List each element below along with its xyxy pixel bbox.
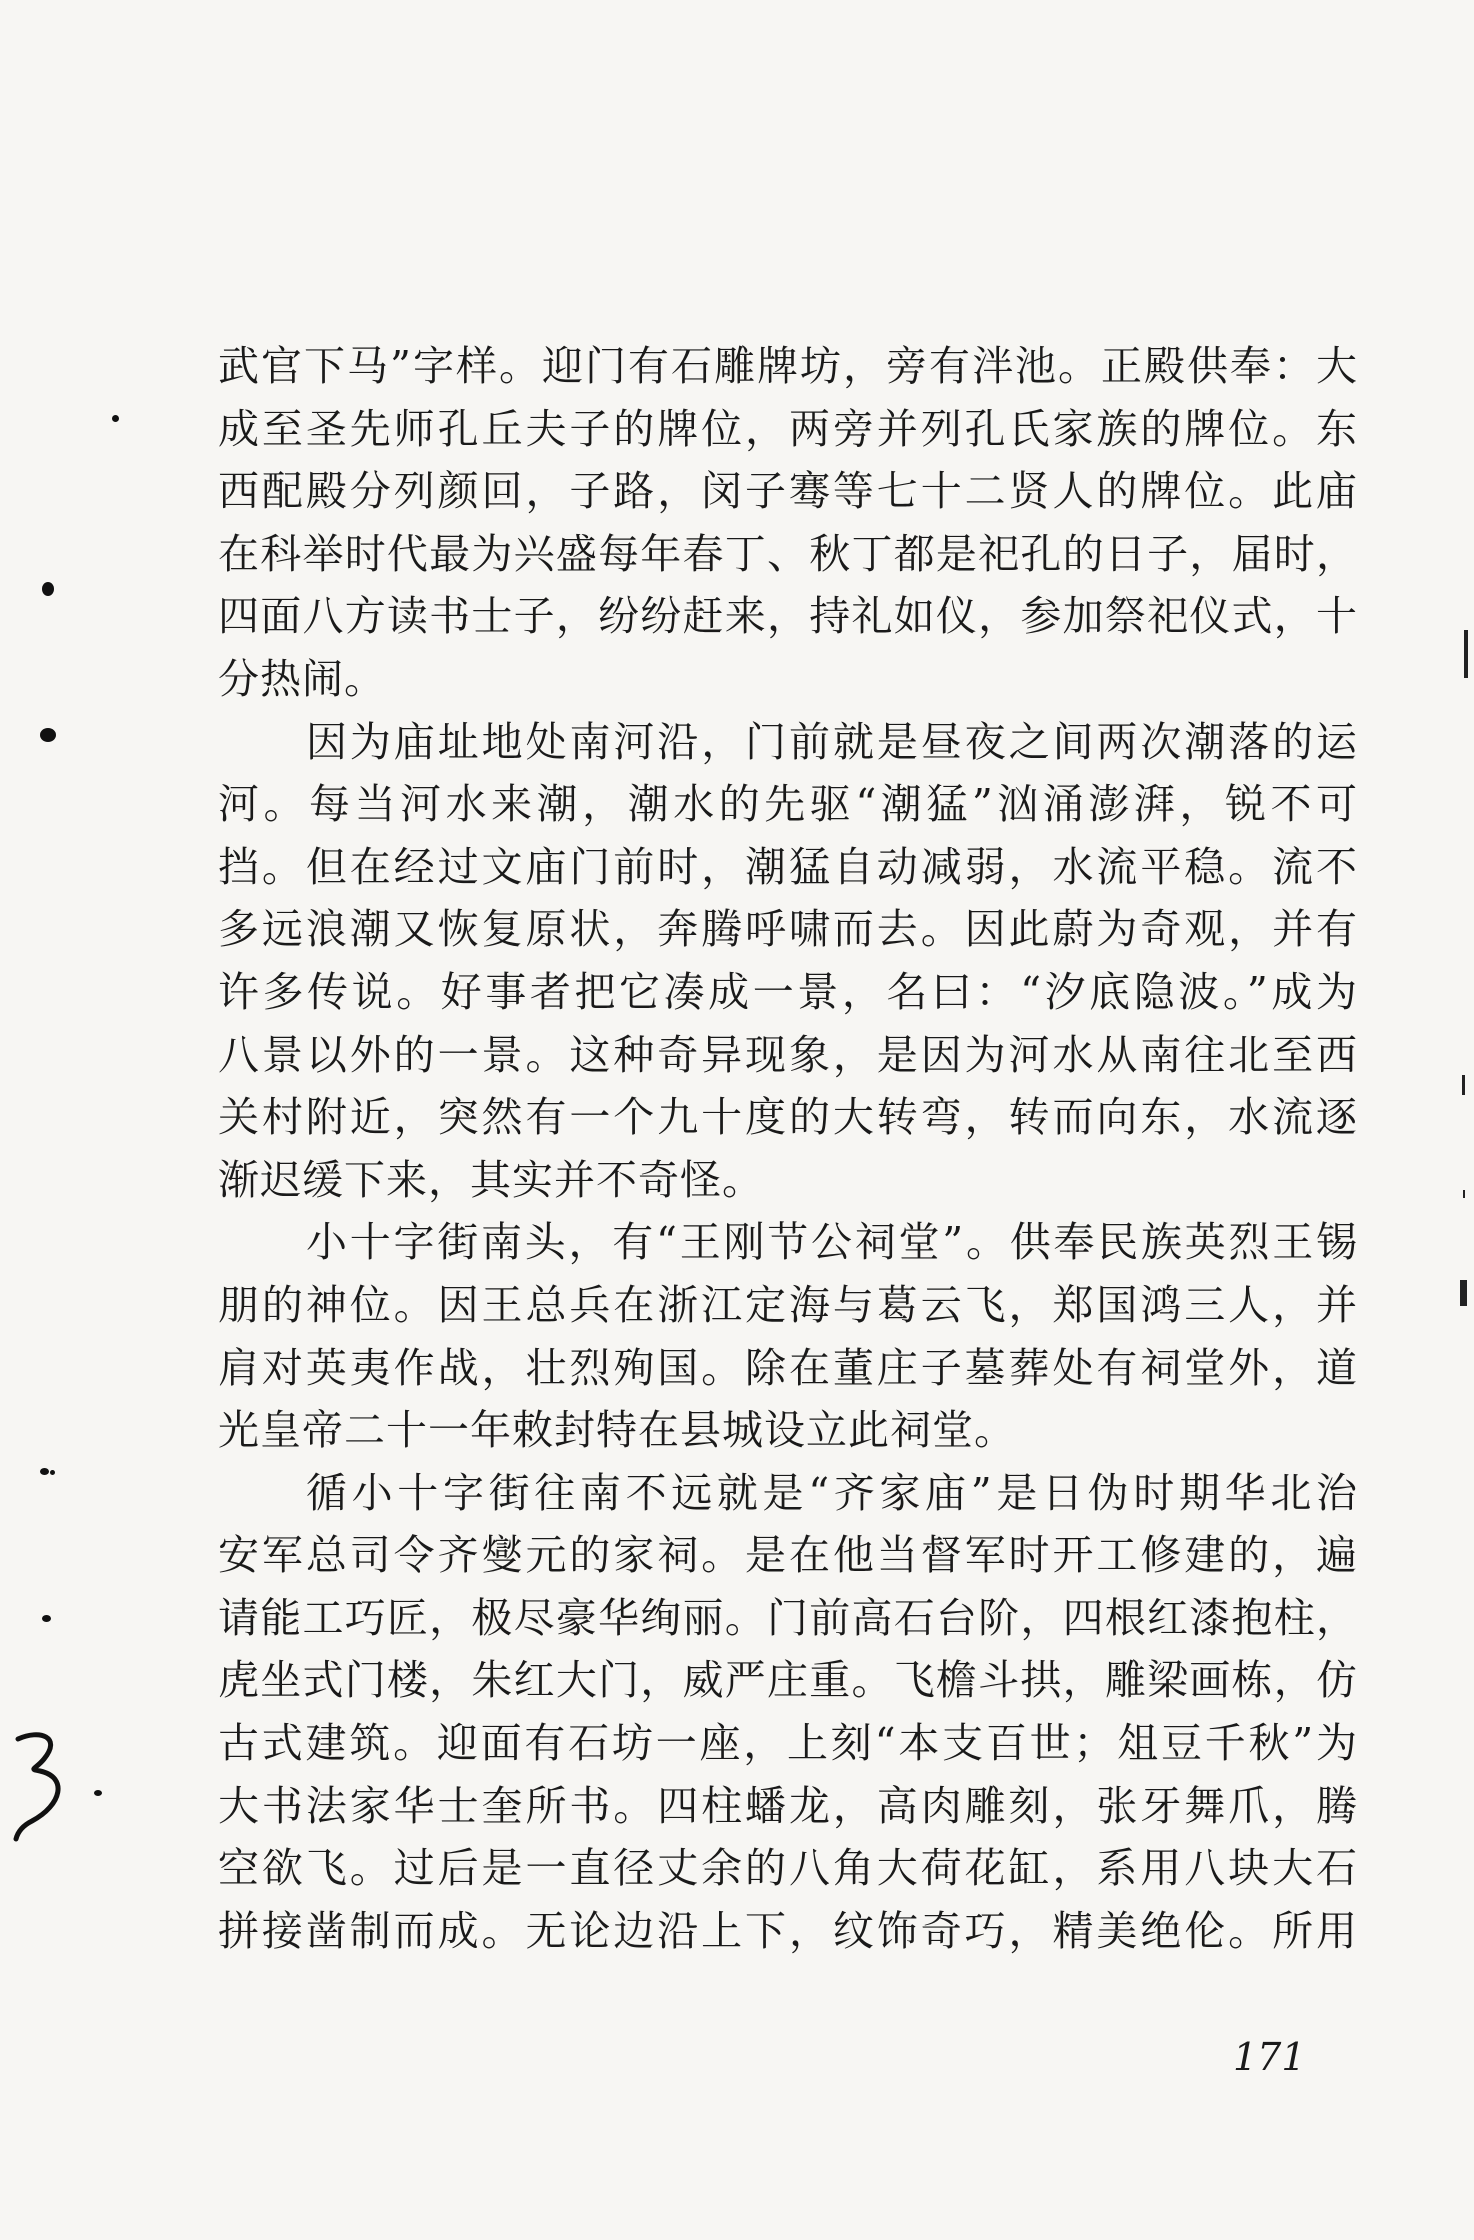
- edge-mark: [1463, 1190, 1465, 1198]
- text-line: 空欲飞。过后是一直径丈余的八角大荷花缸，系用八块大石: [218, 1844, 1358, 1893]
- text-line: 肩对英夷作战，壮烈殉国。除在董庄子墓葬处有祠堂外，道: [218, 1343, 1358, 1392]
- text-line: 许多传说。好事者把它凑成一景，名曰：“汐底隐波。”成为: [218, 967, 1358, 1016]
- margin-dot: [42, 582, 54, 596]
- text-line: 古式建筑。迎面有石坊一座，上刻“本支百世；俎豆千秋”为: [218, 1719, 1358, 1768]
- body-text: [218, 335, 1358, 1962]
- text-line: 西配殿分列颜回，子路，闵子骞等七十二贤人的牌位。此庙: [218, 467, 1358, 516]
- text-line: 在科举时代最为兴盛每年春丁、秋丁都是祀孔的日子，届时，: [218, 529, 1358, 578]
- text-line: 关村附近，突然有一个九十度的大转弯，转而向东，水流逐: [218, 1093, 1358, 1142]
- text-line: 成至圣先师孔丘夫子的牌位，两旁并列孔氏家族的牌位。东: [218, 404, 1358, 453]
- text-line: 循小十字街往南不远就是“齐家庙”是日伪时期华北治: [306, 1468, 1358, 1517]
- text-line: 安军总司令齐燮元的家祠。是在他当督军时开工修建的，遍: [218, 1531, 1358, 1580]
- margin-dot: [40, 728, 56, 742]
- text-line: 多远浪潮又恢复原状，奔腾呼啸而去。因此蔚为奇观，并有: [218, 905, 1358, 954]
- text-line: 四面八方读书士子，纷纷赶来，持礼如仪，参加祭祀仪式，十: [218, 592, 1358, 641]
- text-line: 请能工巧匠，极尽豪华绚丽。门前高石台阶，四根红漆抱柱，: [218, 1593, 1358, 1642]
- text-line: 因为庙址地处南河沿，门前就是昼夜之间两次潮落的运: [306, 717, 1358, 766]
- text-line: 河。每当河水来潮，潮水的先驱“潮猛”汹涌澎湃，锐不可: [218, 780, 1358, 829]
- text-line: 武官下马”字样。迎门有石雕牌坊，旁有泮池。正殿供奉：大: [218, 342, 1358, 390]
- margin-dot: [42, 1615, 51, 1622]
- page-number: 171: [1233, 2035, 1306, 2079]
- text-line: 八景以外的一景。这种奇异现象，是因为河水从南往北至西: [218, 1030, 1358, 1079]
- text-line: 小十字街南头，有“王刚节公祠堂”。供奉民族英烈王锡: [306, 1218, 1358, 1267]
- text-line: 光皇帝二十一年敕封特在县城设立此祠堂。: [218, 1406, 1016, 1455]
- margin-dot: [40, 1468, 49, 1475]
- margin-dot: [50, 1470, 55, 1475]
- edge-mark: [1462, 1075, 1465, 1095]
- text-line: 挡。但在经过文庙门前时，潮猛自动减弱，水流平稳。流不: [218, 842, 1358, 891]
- text-line: 朋的神位。因王总兵在浙江定海与葛云飞，郑国鸿三人，并: [218, 1280, 1358, 1329]
- text-line: 分热闹。: [218, 654, 386, 703]
- edge-mark: [1460, 1280, 1467, 1306]
- text-line: 虎坐式门楼，朱红大门，威严庄重。飞檐斗拱，雕梁画栋，仿: [218, 1656, 1358, 1705]
- text-line: 拼接凿制而成。无论边沿上下，纹饰奇巧，精美绝伦。所用: [218, 1906, 1358, 1955]
- handwritten-mark-icon: [10, 1725, 100, 1845]
- margin-dot: [112, 415, 119, 422]
- text-line: 渐迟缓下来，其实并不奇怪。: [218, 1155, 764, 1204]
- edge-mark: [1464, 630, 1468, 678]
- text-line: 大书法家华士奎所书。四柱蟠龙，高肉雕刻，张牙舞爪，腾: [218, 1781, 1358, 1830]
